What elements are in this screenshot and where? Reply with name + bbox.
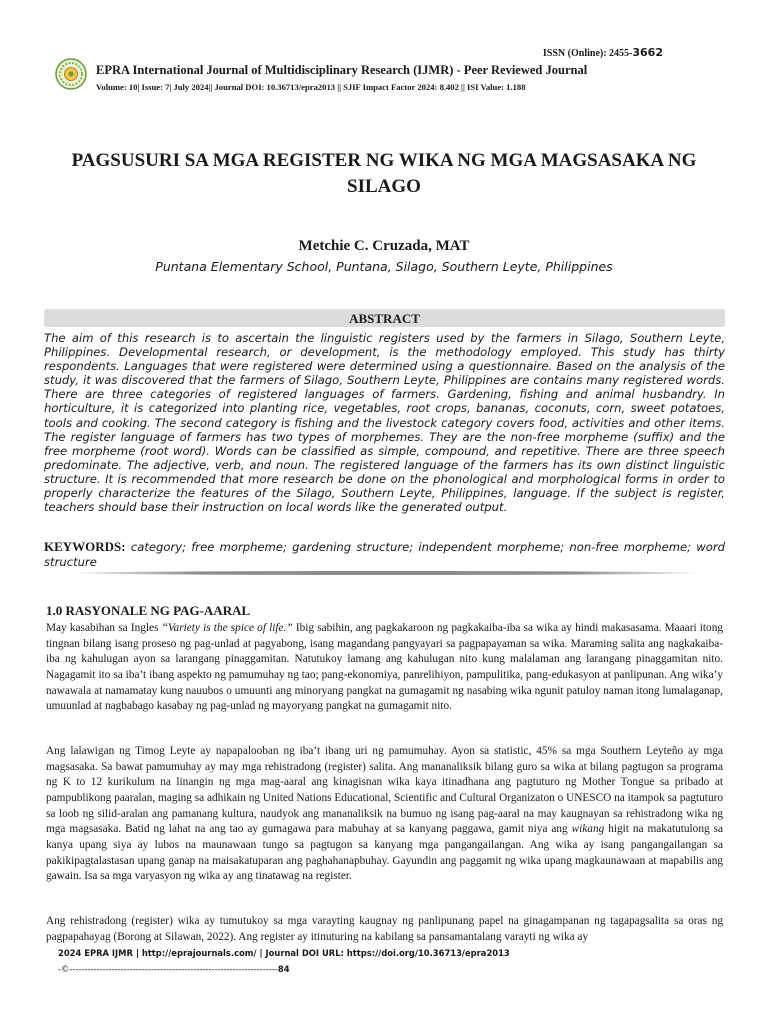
keywords-list: category; free morpheme; gardening structure; independent morpheme; non-free morpheme; word structure — [44, 540, 725, 569]
abstract-text: The aim of this research is to ascertain the linguistic registers used by the farmers in Silago, Southern Leyte, Philippines. Developmental research, or development, is the methodology employed. This study has thirty respondents. Languages that were registered were determined using a questionnaire. Based on the analysis of the study, it was discovered that the farmers of Silago, Southern Leyte, Philippines are contains many registered words. There are three categories of registered languages of farmers. Gardening, fishing and animal husbandry. In horticulture, it is categorized into planting rice, vegetables, root crops, bananas, coconuts, corn, sweet potatoes, tools and cooking. The second category is fishing and the livestock category covers food, activities and other items. The register language of farmers has two types of morphemes. They are the non-free morpheme (suffix) and the free morpheme (root word). Words can be classified as simple, compound, and repetitive. There are three speech predominate. The adjective, verb, and noun. The registered language of the farmers has its own distinct linguistic structure. It is recommended that more research be done on the phonological and morphological forms in order to properly characterize the features of the Silago, Southern Leyte, Philippines, language. If the subject is register, teachers should base their instruction on local words like the generated output. — [44, 331, 725, 515]
paragraph-1 — [46, 621, 723, 715]
p1-quote: “Variety is the spice of life.” — [161, 622, 293, 634]
paragraph-3: Ang rehistradong (register) wika ay tumutukoy sa mga varayting kaugnay ng panlipunang papel na ginagampanan ng tagapagsalita sa oras ng pagpapahayag (Borong at Silawan, 2022). Ang register ay itinuturing na kabilang sa pansamantalang varayti ng wika ay — [46, 915, 723, 943]
footer-links: 2024 EPRA IJMR | http://eprajournals.com/ | Journal DOI URL: https://doi.org/10.36713/epra2013 — [58, 948, 510, 958]
journal-meta: Volume: 10| Issue: 7| July 2024|| Journal DOI: 10.36713/epra2013 || SJIF Impact Factor 2024: 8.402 || ISI Value: 1.188 — [96, 82, 526, 92]
p2-text-rest: higit na makatutulong sa kanya upang siya ay lubos na maunawaan tungo sa pagtugon sa kanyang mga pangangailangan. Ang wika ay isang pangangailangan sa pakikipagtalastasan upang ganap na maisakatuparan ang paghahanapbuhay. Gayundin ang paggamit ng wika upang magkaunawaan at mapabilis ang gawain. Isa sa mga varyasyon ng wika ay ang tinatawag na register. — [46, 823, 723, 883]
footer-rule: -©--------------------------------------------------------------------- — [58, 964, 278, 974]
issn — [543, 46, 663, 59]
issn-label: ISSN (Online): 2455- — [542, 48, 633, 59]
journal-seal-logo — [55, 58, 87, 90]
footer-page-line — [58, 964, 290, 974]
page-number: 84 — [277, 964, 290, 974]
abstract-heading: ABSTRACT — [44, 309, 725, 327]
keywords-label: KEYWORDS: — [44, 539, 126, 554]
p1-text-start: May kasabihan sa Ingles — [46, 622, 162, 634]
p2-italic-word: wikang — [571, 823, 605, 836]
issn-number: 3662 — [632, 46, 663, 59]
keywords — [44, 540, 725, 569]
p2-text-start: Ang lalawigan ng Timog Leyte ay napapalooban ng iba’t ibang uri ng pamumuhay. Ayon sa statistic, 45% sa mga Southern Leyteño ay mga magsasaka. Sa bawat pamumuhay ay may mga rehistradong (register) salita. Ang mananaliksik bilang guro sa wika at bilang pagtugon sa programa ng K to 12 kurikulum na linangin ng mga mag-aaral ang kinagisnan wika kaya itinadhana ang pagtuturo ng Mother Tongue sa pribado at pampublikong paaralan, maging sa adhikain ng United Nations Educational, Scientific and Cultural Organizaton o UNESCO na itampok sa pagtuturo sa loob ng silid-aralan ang pamanang kultura, naudyok ang mananaliksik na bumuo ng isang pag-aaral na may kaugnayan sa rehistradong wika ng mga magsasaka. Batid ng lahat na ang tao ay gumagawa para mabuhay at sa kanyang paggawa, gamit niya ang — [46, 745, 723, 836]
section-heading: 1.0 RASYONALE NG PAG-AARAL — [46, 603, 251, 618]
paper-title: PAGSUSURI SA MGA REGISTER NG WIKA NG MGA MAGSASAKA NG SILAGO — [71, 150, 697, 197]
p1-text-rest: Ibig sabihin, ang pagkakaroon ng pagkakaiba-iba sa wika ay hindi makasasama. Maaari itong tingnan bilang isang proseso ng pag-unlad at pagyabong, isang magandang pangyayari sa pagpapayaman sa wika. Maraming salita ang nagkakaiba-iba ng kahulugan ayon sa larangang pinaggamitan. Natutukoy lamang ang kahulugan nito kung malalaman ang larangang pinaggamitan nito. Nagagamit ito sa iba’t ibang aspekto ng pamumuhay ng tao; pang-ekonomiya, panrelihiyon, pampulitika, pang-edukasyon at panlipunan. Ang wika’y nawawala at namamatay kung nauubos o umuunti ang minoryang pangkat na gumagamit ng nasabing wika ngunit patuloy naman itong lumalaganap, umuunlad at nagbabago kasabay ng pag-unlad ng mayoryang pangkat na gumagamit nito. — [46, 622, 724, 713]
journal-name: EPRA International Journal of Multidisciplinary Research (IJMR) - Peer Reviewed Journal — [96, 63, 588, 77]
author-name: Metchie C. Cruzada, MAT — [298, 238, 470, 254]
paragraph-2 — [46, 744, 723, 885]
section-divider — [76, 571, 696, 575]
author-affiliation: Puntana Elementary School, Puntana, Silago, Southern Leyte, Philippines — [155, 259, 613, 274]
